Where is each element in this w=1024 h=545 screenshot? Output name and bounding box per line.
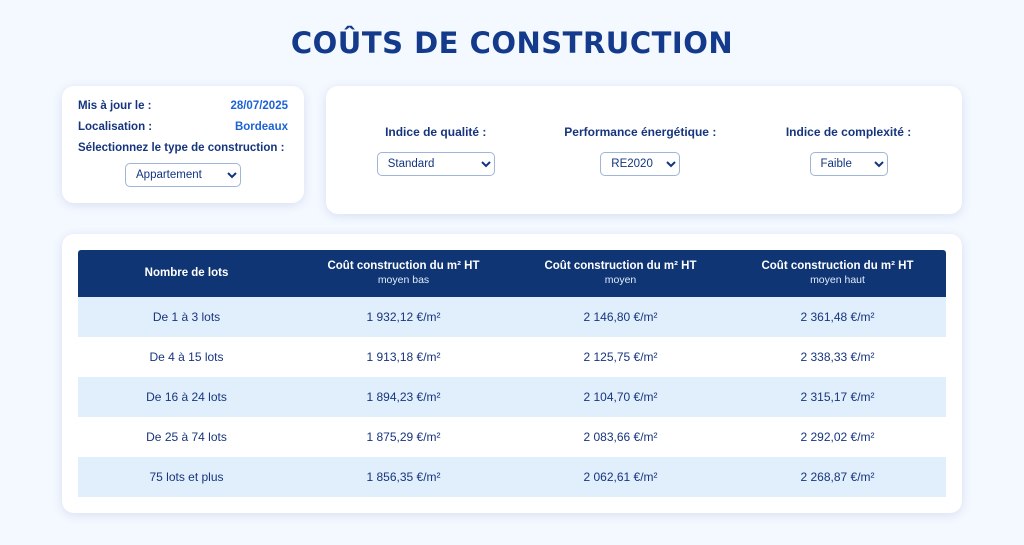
quality-index-label: Indice de qualité : [385, 124, 487, 139]
updated-value: 28/07/2025 [230, 100, 288, 112]
construction-type-select-wrap [78, 163, 288, 187]
header-lots-main: Nombre de lots [144, 267, 229, 280]
energy-performance-label: Performance énergétique : [564, 124, 717, 139]
table-row [78, 417, 946, 457]
updated-label: Mis à jour le : [78, 100, 152, 112]
header-lots [78, 250, 295, 297]
header-cost-high-sub: moyen haut [810, 274, 865, 287]
cell-cost-mid: 2 062,61 €/m² [512, 457, 729, 497]
energy-performance-select[interactable] [600, 152, 680, 176]
cell-cost-low: 1 856,35 €/m² [295, 457, 512, 497]
costs-table [78, 250, 946, 497]
location-label: Localisation : [78, 121, 153, 133]
table-head [78, 250, 946, 297]
cell-cost-mid: 2 104,70 €/m² [512, 377, 729, 417]
location-value: Bordeaux [234, 121, 288, 133]
page-title: COÛTS DE CONSTRUCTION [290, 26, 734, 60]
cell-cost-mid: 2 125,75 €/m² [512, 337, 729, 377]
filters-card [326, 86, 962, 214]
header-cost-low-main: Coût construction du m² HT [327, 260, 480, 272]
header-cost-mid-sub: moyen [604, 274, 637, 287]
cell-cost-mid: 2 146,80 €/m² [512, 297, 729, 337]
header-cost-low [295, 250, 512, 297]
location-row [78, 121, 288, 133]
filter-quality-index [377, 125, 495, 176]
cell-cost-low: 1 894,23 €/m² [295, 377, 512, 417]
header-cost-mid-main: Coût construction du m² HT [544, 260, 697, 272]
cell-cost-high: 2 292,02 €/m² [729, 417, 946, 457]
cell-cost-high: 2 268,87 €/m² [729, 457, 946, 497]
table-row [78, 457, 946, 497]
table-header-row [78, 250, 946, 297]
cell-lots: De 25 à 74 lots [78, 417, 295, 457]
cell-cost-high: 2 361,48 €/m² [729, 297, 946, 337]
complexity-index-label: Indice de complexité : [785, 124, 912, 139]
filter-complexity-index [786, 125, 911, 176]
table-row [78, 337, 946, 377]
updated-row [78, 100, 288, 112]
construction-type-select[interactable] [125, 163, 241, 187]
cell-cost-high: 2 338,33 €/m² [729, 337, 946, 377]
header-cost-mid [512, 250, 729, 297]
table-row [78, 377, 946, 417]
cell-cost-low: 1 913,18 €/m² [295, 337, 512, 377]
cell-cost-low: 1 932,12 €/m² [295, 297, 512, 337]
top-row [0, 60, 1024, 214]
complexity-index-select[interactable] [810, 152, 888, 176]
table-row [78, 297, 946, 337]
header-cost-high [729, 250, 946, 297]
cell-lots: De 16 à 24 lots [78, 377, 295, 417]
cell-cost-mid: 2 083,66 €/m² [512, 417, 729, 457]
cell-cost-low: 1 875,29 €/m² [295, 417, 512, 457]
cell-cost-high: 2 315,17 €/m² [729, 377, 946, 417]
header-cost-high-main: Coût construction du m² HT [761, 260, 914, 272]
costs-table-card [62, 234, 962, 513]
table-body [78, 297, 946, 497]
header-cost-low-sub: moyen bas [377, 274, 430, 287]
filter-energy-performance [564, 125, 716, 176]
quality-index-select[interactable] [377, 152, 495, 176]
cell-lots: De 1 à 3 lots [78, 297, 295, 337]
cell-lots: 75 lots et plus [78, 457, 295, 497]
construction-type-label: Sélectionnez le type de construction : [78, 142, 285, 154]
info-card [62, 86, 304, 203]
cell-lots: De 4 à 15 lots [78, 337, 295, 377]
